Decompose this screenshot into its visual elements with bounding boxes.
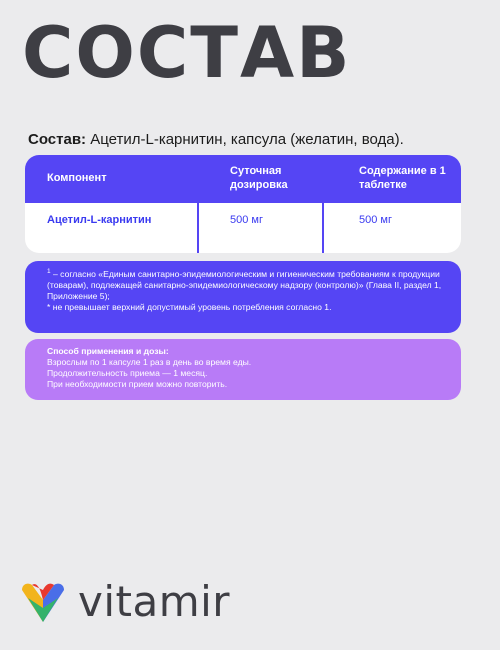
usage-text: [47, 346, 447, 390]
composition-text: Ацетил-L-карнитин, капсула (желатин, вода).: [86, 131, 404, 148]
column-divider: [322, 155, 324, 253]
table-header: [25, 155, 461, 203]
footnote-line-2: * не превышает верхний допустимый уровень потребления согласно 1.: [47, 301, 332, 312]
footnote-marker: 1: [47, 268, 51, 275]
usage-line: При необходимости прием можно повторить.: [47, 379, 228, 389]
composition-table: [25, 155, 461, 253]
composition-label: Состав:: [28, 131, 87, 148]
footnote-text: [47, 266, 452, 313]
page-title: СОСТАВ: [22, 12, 352, 94]
brand-logo: [18, 574, 258, 630]
cell-daily-dose: 500 мг: [230, 214, 263, 226]
footnote-line-1: – согласно «Единым санитарно-эпидемиологическим и гигиеническим требованиям к продукции (товарам), подлежащей санитарно-эпидемиологическому надзору (контролю)» (Глава II, раздел 1, Приложение 5);: [47, 268, 442, 301]
composition-line: [28, 131, 404, 148]
column-divider: [197, 155, 199, 253]
usage-heading: Способ применения и дозы:: [47, 346, 169, 356]
vitamir-logo-icon: [18, 578, 68, 628]
header-daily-dose: Суточная дозировка: [230, 165, 288, 191]
usage-line: Взрослым по 1 капсуле 1 раз в день во время еды.: [47, 357, 252, 367]
usage-line: Продолжительность приема — 1 месяц.: [47, 368, 208, 378]
cell-content-per-tablet: 500 мг: [359, 214, 392, 226]
brand-name: vitamir: [78, 577, 231, 626]
usage-box: [25, 339, 461, 400]
footnote-box: [25, 261, 461, 333]
header-component: Компонент: [47, 172, 107, 184]
cell-component: Ацетил-L-карнитин: [47, 214, 152, 226]
header-content-per-tablet: Содержание в 1 таблетке: [359, 165, 446, 191]
